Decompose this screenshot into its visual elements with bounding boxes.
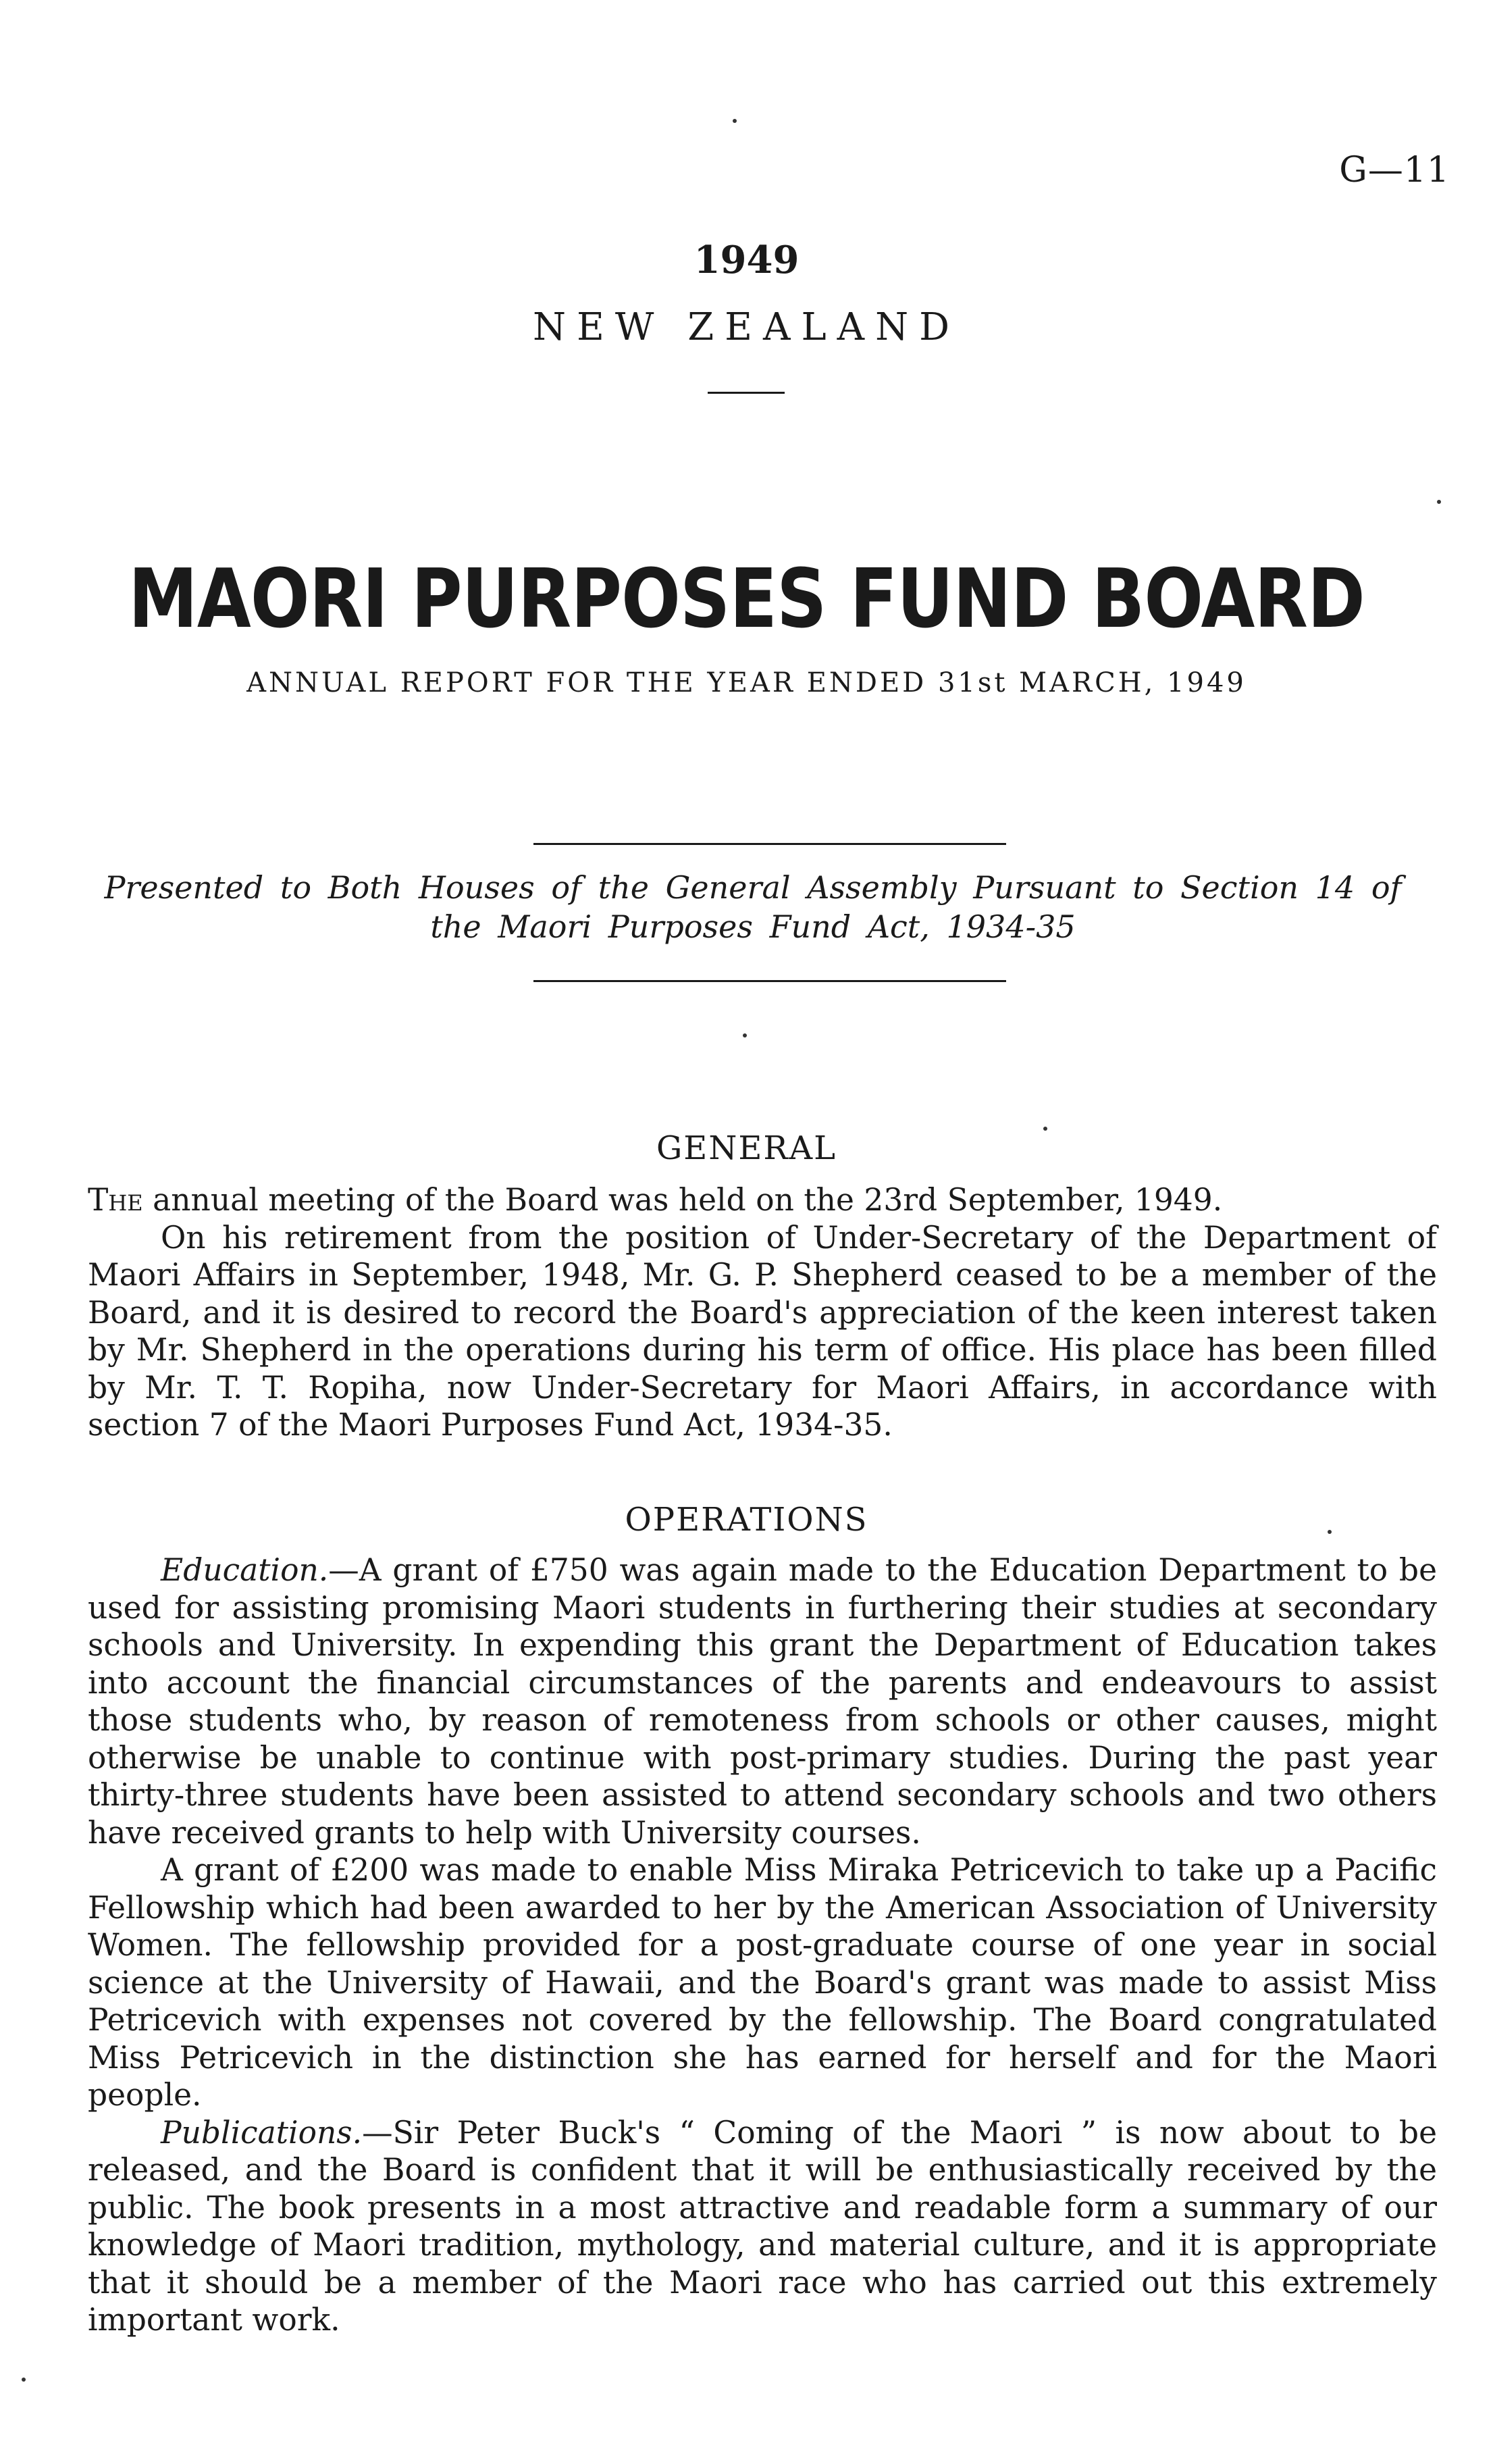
paragraph-text: —Sir Peter Buck's “ Coming of the Maori ” is now about to be released, and the Board is confident that it will be enthusiastically received by the public. The book presents in a most attractive and readable form a summary of our knowledge of Maori tradition, mythology, and material culture, and it is appropriate that it should be a member of the Maori race who has carried out this extremely important work. (88, 2114, 1437, 2338)
print-speck (22, 2378, 26, 2382)
education-label: Education. (161, 1552, 329, 1588)
country-heading: NEW ZEALAND (533, 305, 960, 349)
general-paragraph-1 (88, 1181, 1437, 1219)
general-paragraph-2: On his retirement from the position of Under-Secretary of the Department of Maori Affairs in September, 1948, Mr. G. P. Shepherd ceased to be a member of the Board, and it is desired to record the Board's appreciation of the keen interest taken by Mr. Shepherd in the operations during his term of office. His place has been filled by Mr. T. T. Ropiha, now Under-Secretary for Maori Affairs, in accordance with section 7 of the Maori Purposes Fund Act, 1934-35. (88, 1219, 1437, 1443)
page-subtitle: ANNUAL REPORT FOR THE YEAR ENDED 31st MARCH, 1949 (246, 667, 1247, 698)
presentation-note: Presented to Both Houses of the General Assembly Pursuant to Section 14 of the Maori Purposes Fund Act, 1934-35 (104, 869, 1402, 945)
section-heading-operations: OPERATIONS (625, 1501, 868, 1539)
print-speck (743, 1033, 747, 1037)
publications-label: Publications. (161, 2114, 363, 2151)
lead-word: The (88, 1182, 143, 1218)
publications-paragraph (88, 2114, 1437, 2339)
section-heading-general: GENERAL (656, 1129, 837, 1167)
print-speck (733, 119, 737, 123)
divider (708, 392, 785, 394)
divider (533, 980, 1006, 982)
page-title: MAORI PURPOSES FUND BOARD (128, 553, 1365, 646)
grant-paragraph: A grant of £200 was made to enable Miss Miraka Petricevich to take up a Pacific Fellowship which had been awarded to her by the American Association of University Women. The fellowship provided for a post-graduate course of one year in social science at the University of Hawaii, and the Board's grant was made to assist Miss Petricevich with expenses not covered by the fellowship. The Board congratulated Miss Petricevich in the distinction she has earned for herself and for the Maori people. (88, 1852, 1437, 2113)
print-speck (1437, 500, 1441, 504)
document-code: G—11 (1339, 150, 1450, 190)
document-year: 1949 (693, 238, 800, 282)
general-section-body (88, 1181, 1437, 1444)
education-paragraph (88, 1551, 1437, 1851)
divider (533, 843, 1006, 845)
operations-section-body (88, 1551, 1437, 2339)
paragraph-text: annual meeting of the Board was held on the 23rd September, 1949. (142, 1182, 1223, 1218)
paragraph-text: —A grant of £750 was again made to the Education Department to be used for assisting promising Maori students in furthering their studies at secondary schools and University. In expending this grant the Department of Education takes into account the financial circumstances of the parents and endeavours to assist those students who, by reason of remoteness from schools or other causes, might otherwise be unable to continue with post-primary studies. During the past year thirty-three students have been assisted to attend secondary schools and two others have received grants to help with University courses. (88, 1552, 1437, 1851)
